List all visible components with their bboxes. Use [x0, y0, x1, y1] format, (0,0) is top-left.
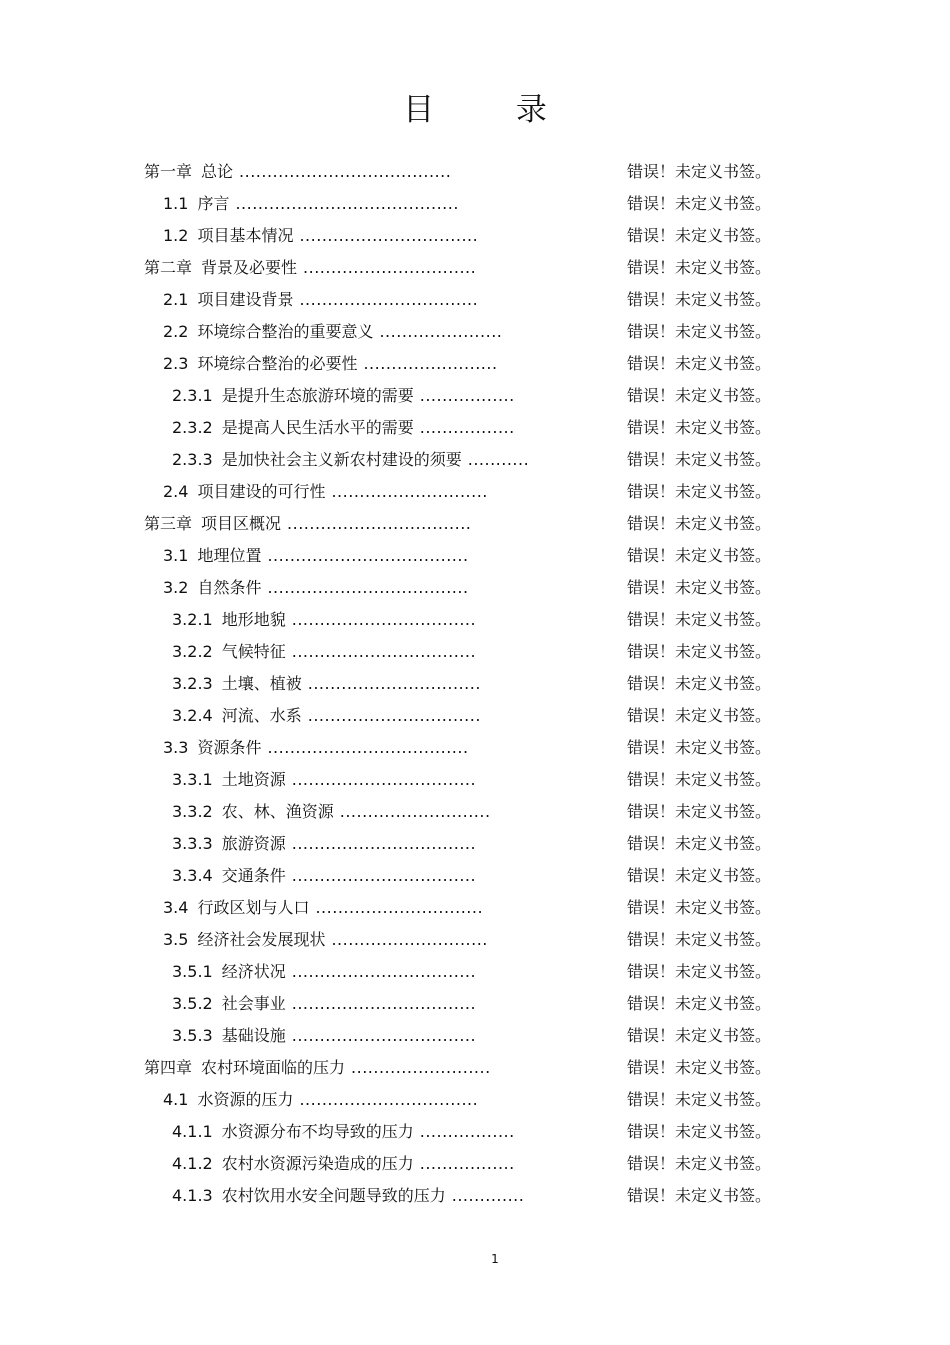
- toc-entry[interactable]: [0, 380, 950, 412]
- toc-entry-page-ref: 错误！未定义书签。: [627, 1090, 772, 1109]
- toc-entry-page-ref: 错误！未定义书签。: [627, 706, 772, 725]
- toc-entry[interactable]: [0, 284, 950, 316]
- toc-entry-page-ref: 错误！未定义书签。: [627, 290, 772, 309]
- toc-entry[interactable]: [0, 572, 950, 604]
- toc-entry-label: 项目建设背景: [197, 290, 294, 309]
- toc-entry-leader: .........................: [351, 1058, 491, 1077]
- toc-entry-text: [172, 828, 476, 860]
- toc-entry-leader: ...............................: [307, 674, 481, 693]
- toc-entry-leader: ......................................: [239, 162, 452, 181]
- toc-entry-text: [172, 380, 515, 412]
- toc-entry-label: 地形地貌: [221, 610, 286, 629]
- toc-entry-page-ref: 错误！未定义书签。: [627, 610, 772, 629]
- toc-entry-leader: .................................: [287, 514, 472, 533]
- toc-entry-page-ref: 错误！未定义书签。: [627, 834, 772, 853]
- toc-entry-leader: ................................: [299, 226, 479, 245]
- toc-entry-number: 2.3.1: [172, 386, 213, 405]
- toc-entry-page-ref: 错误！未定义书签。: [627, 226, 772, 245]
- toc-entry-label: 地理位置: [197, 546, 262, 565]
- toc-entry[interactable]: [0, 956, 950, 988]
- toc-entry-text: [172, 1148, 515, 1180]
- toc-entry-text: [172, 700, 481, 732]
- toc-entry-label: 土地资源: [221, 770, 286, 789]
- toc-entry-leader: ...............................: [307, 706, 481, 725]
- toc-entry-number: 3.5.2: [172, 994, 213, 1013]
- toc-entry-label: 社会事业: [221, 994, 286, 1013]
- toc-entry-label: 是提高人民生活水平的需要: [221, 418, 414, 437]
- toc-entry-page-ref: 错误！未定义书签。: [627, 866, 772, 885]
- toc-entry-text: [163, 1084, 478, 1116]
- toc-entry-number: 3.4: [163, 898, 189, 917]
- toc-entry-label: 背景及必要性: [201, 258, 298, 277]
- toc-entry-label: 是加快社会主义新农村建设的须要: [221, 450, 462, 469]
- toc-entry-text: [172, 412, 515, 444]
- toc-entry-label: 序言: [197, 194, 230, 213]
- toc-entry[interactable]: [0, 860, 950, 892]
- toc-entry-number: 3.2.4: [172, 706, 213, 725]
- toc-entry-label: 经济状况: [221, 962, 286, 981]
- toc-entry[interactable]: [0, 412, 950, 444]
- toc-entry-label: 资源条件: [197, 738, 262, 757]
- toc-entry-label: 项目建设的可行性: [197, 482, 326, 501]
- toc-entry-label: 农、林、渔资源: [221, 802, 334, 821]
- toc-entry[interactable]: [0, 892, 950, 924]
- toc-entry-number: 2.3.2: [172, 418, 213, 437]
- toc-entry-leader: ......................: [379, 322, 503, 341]
- toc-entry[interactable]: [0, 156, 950, 188]
- toc-entry-number: 第二章: [144, 258, 193, 277]
- toc-entry-number: 3.2: [163, 578, 189, 597]
- toc-entry[interactable]: [0, 1116, 950, 1148]
- toc-entry-page-ref: 错误！未定义书签。: [627, 962, 772, 981]
- toc-entry-page-ref: 错误！未定义书签。: [627, 1026, 772, 1045]
- toc-entry-page-ref: 错误！未定义书签。: [627, 770, 772, 789]
- toc-entry-text: [172, 444, 529, 476]
- toc-entry-leader: .................: [419, 418, 515, 437]
- toc-entry-number: 3.3.1: [172, 770, 213, 789]
- toc-entry[interactable]: [0, 1052, 950, 1084]
- toc-entry-text: [144, 508, 471, 540]
- toc-entry-page-ref: 错误！未定义书签。: [627, 642, 772, 661]
- toc-entry-label: 总论: [201, 162, 234, 181]
- toc-entry[interactable]: [0, 732, 950, 764]
- toc-entry-label: 行政区划与人口: [197, 898, 310, 917]
- toc-entry-page-ref: 错误！未定义书签。: [627, 930, 772, 949]
- toc-entry-leader: .................................: [291, 1026, 477, 1045]
- toc-entry-leader: ....................................: [267, 578, 469, 597]
- toc-entry-text: [144, 156, 451, 188]
- toc-entry-page-ref: 错误！未定义书签。: [627, 898, 772, 917]
- toc-entry[interactable]: [0, 252, 950, 284]
- toc-entry-number: 第四章: [144, 1058, 193, 1077]
- toc-entry-leader: ............................: [331, 930, 488, 949]
- toc-entry[interactable]: [0, 1084, 950, 1116]
- toc-entry[interactable]: [0, 796, 950, 828]
- toc-entry-page-ref: 错误！未定义书签。: [627, 1122, 772, 1141]
- toc-entry-text: [172, 860, 476, 892]
- toc-entry-number: 4.1.1: [172, 1122, 213, 1141]
- toc-entry-text: [163, 316, 502, 348]
- toc-entry-number: 2.3: [163, 354, 189, 373]
- toc-entry[interactable]: [0, 444, 950, 476]
- toc-entry-label: 旅游资源: [221, 834, 286, 853]
- toc-entry-leader: .................: [419, 1154, 515, 1173]
- toc-entry-text: [163, 348, 498, 380]
- toc-entry-leader: .................................: [291, 610, 477, 629]
- toc-entry-text: [172, 1116, 515, 1148]
- toc-entry-page-ref: 错误！未定义书签。: [627, 418, 772, 437]
- toc-entry[interactable]: [0, 540, 950, 572]
- toc-entry-page-ref: 错误！未定义书签。: [627, 354, 772, 373]
- toc-entry-text: [163, 476, 488, 508]
- toc-entry-text: [172, 988, 476, 1020]
- toc-entry-label: 农村环境面临的压力: [201, 1058, 346, 1077]
- toc-entry-leader: .................................: [291, 770, 477, 789]
- toc-entry-label: 环境综合整治的重要意义: [197, 322, 374, 341]
- toc-entry-label: 项目基本情况: [197, 226, 294, 245]
- toc-entry-text: [163, 892, 483, 924]
- toc-entry[interactable]: [0, 700, 950, 732]
- toc-entry[interactable]: [0, 220, 950, 252]
- toc-entry-label: 河流、水系: [221, 706, 302, 725]
- toc-entry[interactable]: [0, 924, 950, 956]
- toc-entry-label: 自然条件: [197, 578, 262, 597]
- toc-entry-label: 是提升生态旅游环境的需要: [221, 386, 414, 405]
- toc-entry-number: 第三章: [144, 514, 193, 533]
- toc-entry[interactable]: [0, 1020, 950, 1052]
- toc-entry-label: 交通条件: [221, 866, 286, 885]
- toc-entry[interactable]: [0, 1148, 950, 1180]
- toc-entry-text: [144, 1052, 491, 1084]
- toc-entry[interactable]: [0, 988, 950, 1020]
- toc-entry-leader: .................................: [291, 866, 477, 885]
- toc-entry-text: [163, 284, 478, 316]
- toc-entry-number: 2.4: [163, 482, 189, 501]
- toc-entry-text: [163, 732, 469, 764]
- toc-entry-text: [172, 604, 476, 636]
- toc-entry-page-ref: 错误！未定义书签。: [627, 1058, 772, 1077]
- toc-entry-number: 2.1: [163, 290, 189, 309]
- toc-entry-text: [163, 924, 488, 956]
- toc-entry-text: [172, 1020, 476, 1052]
- toc-entry[interactable]: [0, 476, 950, 508]
- toc-entry-number: 3.2.1: [172, 610, 213, 629]
- toc-entry-page-ref: 错误！未定义书签。: [627, 514, 772, 533]
- toc-entry-number: 第一章: [144, 162, 193, 181]
- toc-entry-page-ref: 错误！未定义书签。: [627, 194, 772, 213]
- toc-entry-page-ref: 错误！未定义书签。: [627, 1154, 772, 1173]
- toc-entry-number: 3.1: [163, 546, 189, 565]
- toc-entry-number: 4.1: [163, 1090, 189, 1109]
- toc-entry[interactable]: [0, 636, 950, 668]
- toc-entry-text: [163, 220, 478, 252]
- toc-entry-text: [163, 572, 469, 604]
- toc-entry-page-ref: 错误！未定义书签。: [627, 994, 772, 1013]
- toc-entry-page-ref: 错误！未定义书签。: [627, 322, 772, 341]
- toc-entry-leader: .................................: [291, 962, 477, 981]
- toc-entry-leader: ........................: [363, 354, 498, 373]
- toc-entry-number: 3.3.3: [172, 834, 213, 853]
- toc-entry-label: 环境综合整治的必要性: [197, 354, 358, 373]
- toc-entry-page-ref: 错误！未定义书签。: [627, 578, 772, 597]
- toc-entry-text: [144, 252, 476, 284]
- toc-entry-leader: .................: [419, 1122, 515, 1141]
- toc-entry-page-ref: 错误！未定义书签。: [627, 738, 772, 757]
- page-title: 目 录: [403, 92, 583, 128]
- toc-entry-leader: .................................: [291, 642, 477, 661]
- toc-entry[interactable]: [0, 188, 950, 220]
- page-number: 1: [491, 1252, 499, 1266]
- toc-entry-page-ref: 错误！未定义书签。: [627, 674, 772, 693]
- toc-entry-number: 3.2.2: [172, 642, 213, 661]
- toc-entry[interactable]: [0, 508, 950, 540]
- toc-entry-leader: .................: [419, 386, 515, 405]
- toc-entry-page-ref: 错误！未定义书签。: [627, 482, 772, 501]
- toc-entry-leader: ..............................: [315, 898, 484, 917]
- toc-entry-leader: ....................................: [267, 738, 469, 757]
- toc-entry-label: 水资源分布不均导致的压力: [221, 1122, 414, 1141]
- toc-entry-page-ref: 错误！未定义书签。: [627, 386, 772, 405]
- toc-entry-page-ref: 错误！未定义书签。: [627, 162, 772, 181]
- toc-entry-leader: ............................: [331, 482, 488, 501]
- toc-entry-text: [172, 668, 481, 700]
- toc-entry-number: 2.3.3: [172, 450, 213, 469]
- toc-entry[interactable]: [0, 1180, 950, 1212]
- toc-entry-text: [172, 764, 476, 796]
- toc-entry[interactable]: [0, 348, 950, 380]
- toc-entry-number: 3.5.1: [172, 962, 213, 981]
- toc-entry-text: [172, 1180, 524, 1212]
- toc-entry-leader: ...............................: [303, 258, 477, 277]
- toc-entry[interactable]: [0, 316, 950, 348]
- toc-entry-leader: ...........: [467, 450, 530, 469]
- toc-entry-page-ref: 错误！未定义书签。: [627, 546, 772, 565]
- toc-entry-leader: ........................................: [235, 194, 459, 213]
- toc-entry-number: 3.3.2: [172, 802, 213, 821]
- toc-entry-number: 1.1: [163, 194, 189, 213]
- toc-entry-label: 气候特征: [221, 642, 286, 661]
- toc-entry-label: 农村水资源污染造成的压力: [221, 1154, 414, 1173]
- toc-entry-page-ref: 错误！未定义书签。: [627, 450, 772, 469]
- toc-entry-number: 4.1.2: [172, 1154, 213, 1173]
- toc-entry-text: [172, 796, 491, 828]
- toc-entry[interactable]: [0, 828, 950, 860]
- toc-entry[interactable]: [0, 764, 950, 796]
- toc-entry-number: 4.1.3: [172, 1186, 213, 1205]
- toc-entry-page-ref: 错误！未定义书签。: [627, 258, 772, 277]
- toc-entry-label: 水资源的压力: [197, 1090, 294, 1109]
- toc-entry-page-ref: 错误！未定义书签。: [627, 802, 772, 821]
- toc-entry-label: 土壤、植被: [221, 674, 302, 693]
- toc-entry-number: 2.2: [163, 322, 189, 341]
- toc-entry-text: [172, 636, 476, 668]
- toc-entry-leader: .................................: [291, 994, 477, 1013]
- toc-entry-label: 农村饮用水安全问题导致的压力: [221, 1186, 446, 1205]
- toc-entry-number: 3.5.3: [172, 1026, 213, 1045]
- toc-entry-leader: ....................................: [267, 546, 469, 565]
- toc-entry-page-ref: 错误！未定义书签。: [627, 1186, 772, 1205]
- toc-entry-leader: ...........................: [339, 802, 491, 821]
- toc-entry-number: 3.5: [163, 930, 189, 949]
- toc-entry-label: 项目区概况: [201, 514, 282, 533]
- toc-entry-leader: .............: [451, 1186, 525, 1205]
- toc-entry-number: 1.2: [163, 226, 189, 245]
- toc-entry-number: 3.3: [163, 738, 189, 757]
- toc-entry-text: [163, 540, 469, 572]
- toc-entry[interactable]: [0, 668, 950, 700]
- toc-entry-leader: ................................: [299, 1090, 479, 1109]
- toc-entry-text: [163, 188, 459, 220]
- toc-entry-text: [172, 956, 476, 988]
- toc-entry-leader: ................................: [299, 290, 479, 309]
- toc-entry-number: 3.3.4: [172, 866, 213, 885]
- toc-entry[interactable]: [0, 604, 950, 636]
- toc-entry-number: 3.2.3: [172, 674, 213, 693]
- toc-entry-label: 基础设施: [221, 1026, 286, 1045]
- toc-entry-label: 经济社会发展现状: [197, 930, 326, 949]
- toc-entry-leader: .................................: [291, 834, 477, 853]
